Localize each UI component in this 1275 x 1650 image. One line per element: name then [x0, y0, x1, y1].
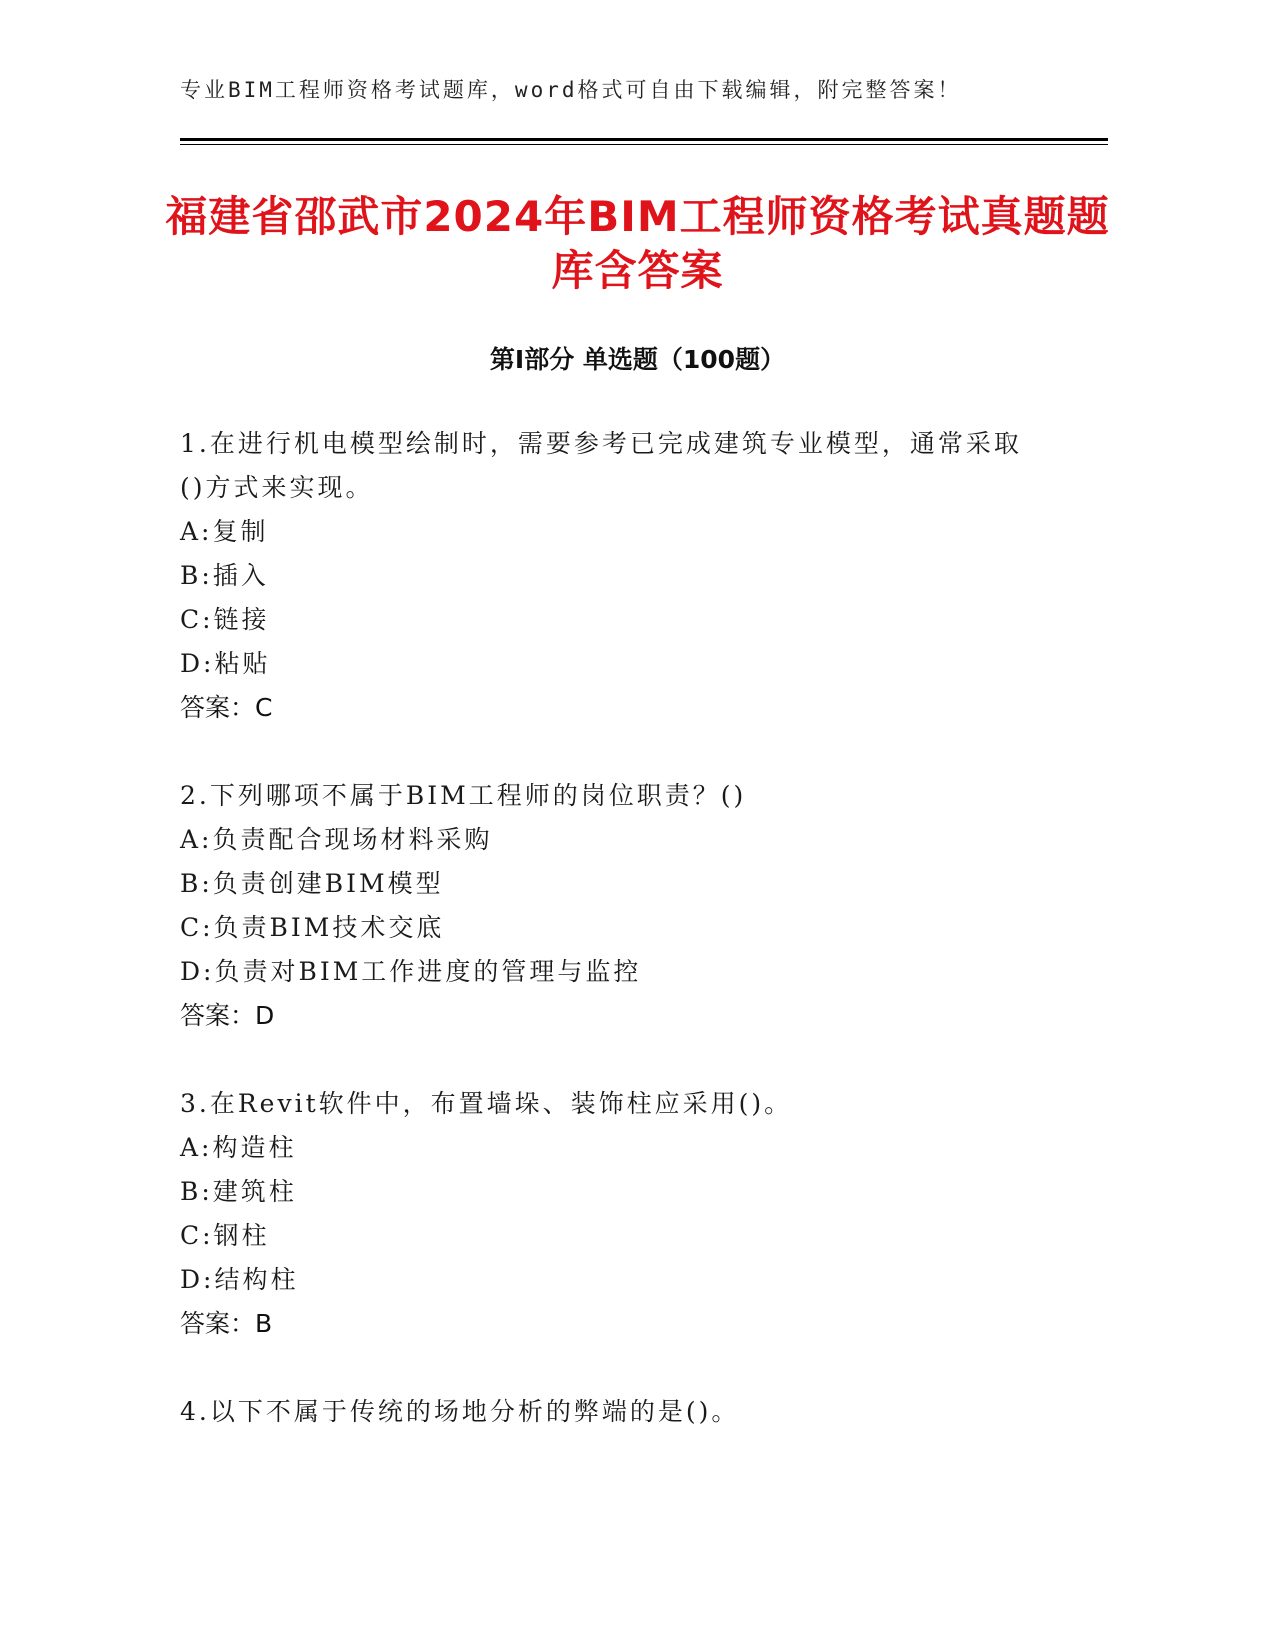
- question-3: [180, 1082, 1110, 1346]
- question-stem: 3.在Revit软件中，布置墙垛、装饰柱应采用()。: [180, 1089, 793, 1118]
- header-note: 专业BIM工程师资格考试题库，word格式可自由下载编辑，附完整答案！: [180, 78, 962, 102]
- header-rule-thin: [180, 144, 1108, 145]
- option-a: A:构造柱: [180, 1133, 297, 1162]
- question-stem: 1.在进行机电模型绘制时，需要参考已完成建筑专业模型，通常采取()方式来实现。: [180, 429, 1022, 502]
- answer-line: 答案：B: [180, 1309, 273, 1338]
- document-title: 福建省邵武市2024年BIM工程师资格考试真题题库含答案: [165, 192, 1110, 295]
- option-c: C:钢柱: [180, 1221, 270, 1250]
- option-d: D:负责对BIM工作进度的管理与监控: [180, 957, 642, 986]
- option-b: B:插入: [180, 561, 269, 590]
- question-2: [180, 774, 1110, 1038]
- answer-line: 答案：C: [180, 693, 273, 722]
- option-c: C:负责BIM技术交底: [180, 913, 445, 942]
- question-stem: 4.以下不属于传统的场地分析的弊端的是()。: [180, 1397, 740, 1426]
- option-d: D:粘贴: [180, 649, 271, 678]
- option-b: B:负责创建BIM模型: [180, 869, 444, 898]
- header-rule-thick: [180, 138, 1108, 141]
- question-stem: 2.下列哪项不属于BIM工程师的岗位职责？(): [180, 781, 747, 810]
- answer-line: 答案：D: [180, 1001, 275, 1030]
- option-a: A:负责配合现场材料采购: [180, 825, 493, 854]
- question-4: [180, 1390, 1110, 1434]
- question-list: [180, 422, 1110, 1478]
- option-a: A:复制: [180, 517, 269, 546]
- question-1: [180, 422, 1110, 730]
- option-c: C:链接: [180, 605, 270, 634]
- option-d: D:结构柱: [180, 1265, 299, 1294]
- section-heading: 第Ⅰ部分 单选题（100题）: [489, 345, 786, 374]
- option-b: B:建筑柱: [180, 1177, 297, 1206]
